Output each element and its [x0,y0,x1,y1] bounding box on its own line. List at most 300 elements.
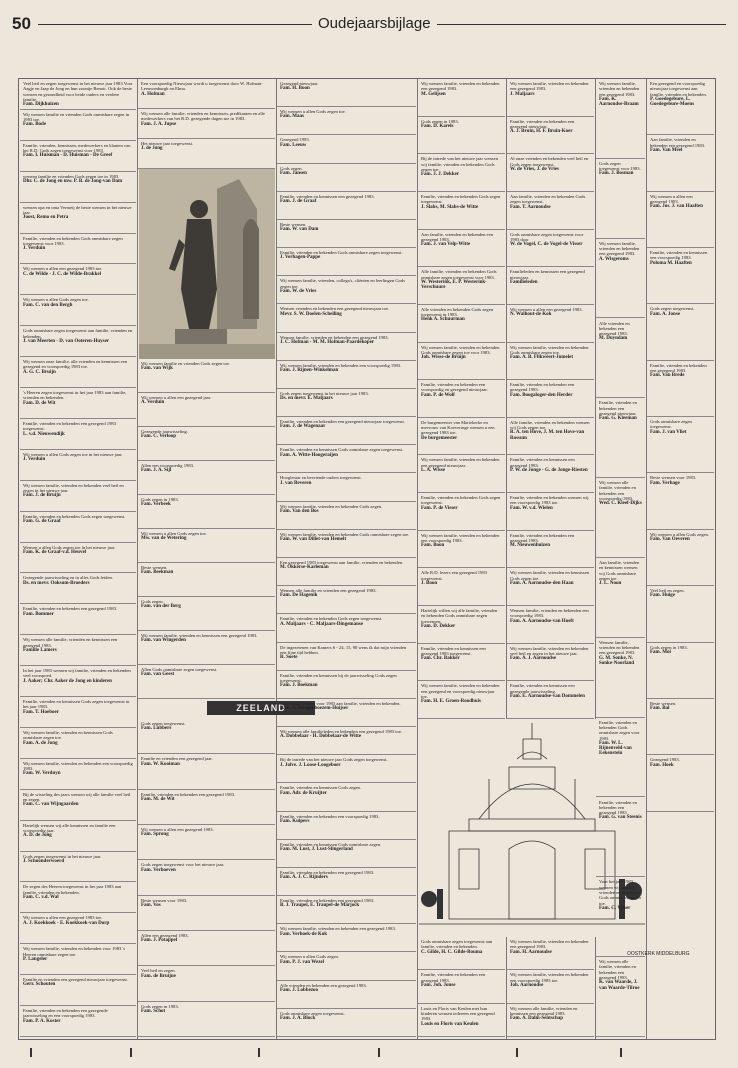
ad-name: Fam. Jos. J. van Haaften [650,204,703,210]
ad-name: Fam. Verhage [650,480,680,486]
greeting-ad [20,604,136,635]
ad-name: Fam. D. de Wit [23,400,56,406]
ad-text: Wij wensen alle familie, vrienden en kennissen een gezegend 1983. [23,637,118,648]
greeting-ad [596,398,645,478]
ad-text: Gods zegen in 1983. [141,1003,179,1009]
ad-text: Gods zegen in 1983. [421,118,459,124]
ad-text: Familie, vrienden en bekenden een gezegend 1983. [23,606,118,612]
greeting-ad [596,239,645,319]
ad-name: Fam. P. de Visser [421,505,458,511]
ad-text: Wij wensen familie, vrienden en kennissen een gezegend 1983. [141,633,258,638]
ad-text: Familie, vrienden en bekenden een gezegend 1983. [510,532,575,544]
greeting-ad [507,937,594,970]
ad-name: Fam. H. E. Groen-Roodhuis [421,699,481,705]
ad-text: Familieleden en kennissen een gezegend nieuwjaar. [510,269,585,280]
ad-text: Wij wensen familie, vrienden en bekenden een voorspoedig 1983. [421,532,500,544]
greeting-ad [277,79,416,107]
ad-name: Fam. T. Aarnoudse [510,204,551,210]
greeting-ad [277,840,416,868]
ad-name: Joost, Remo en Petra [23,215,69,221]
greeting-ad [138,1002,275,1037]
ad-text: Familie, vrienden en bekenden Gods zegen toegewenst. [421,193,501,205]
ad-text: Familie, vrienden en bekenden een voorspoedig 1983. [280,813,380,819]
ad-text: Wij wensen familie, vrienden en bekenden voor 1983 's Heeren onmisbare zegen toe. [23,946,126,957]
greeting-ad [20,357,136,388]
ad-text: Gods zegen in 1983. [141,497,179,502]
ad-text: De ingezetenen van Kamers 6 - 24, 15, 90 wens ik dat mijn vrienden een fijne tijd hebben. [280,644,407,655]
greeting-ad [647,586,714,642]
greeting-ad [507,117,594,155]
greeting-ad [20,543,136,574]
ad-name: Fam. Beekman [141,570,174,576]
tick-mark [30,1048,32,1057]
ad-text: De zegen des Heeren toegewenst in het jaar 1983 aan familie, vrienden en bekenden. [23,884,122,895]
greeting-ad [138,393,275,427]
ad-text: Wij wensen u allen een gezegend 1983. [650,193,693,204]
greeting-ad [20,419,136,450]
ad-text: wensen familie en vrienden Gods zegen toe in 1983. [23,173,120,179]
ad-text: Familie, vrienden en bekenden een gezegend nieuwjaar. [599,400,637,416]
ad-text: Beste wensen. [141,565,168,570]
greeting-ad [138,79,275,109]
greeting-ad [647,361,714,417]
ad-name: P. W. de Jonge - G. de Jonge-Riesten [510,468,588,474]
ad-name: Fam. Kuipers [280,818,310,824]
ad-text: Wij wensen familie, vrienden en bekenden veel heil en zegen in het nieuwe jaar. [23,482,124,494]
greeting-ad [138,665,275,699]
greeting-ad [418,79,505,117]
greeting-ad [20,790,136,821]
ad-text: Wij wensen u allen een gezegend 1983 toe. [23,915,103,921]
ad-name: Poloma M. Haaften [650,260,692,266]
ad-text: Familie, vrienden en kennissen Gods zegen toegewenst in het jaar 1983. [23,699,130,710]
greeting-ad [20,172,136,203]
ad-text: Wij wensen familie, vrienden en kennissen Gods zegen toe. [510,570,589,581]
ad-name: Fam. J. A. Jupse [141,121,177,127]
ad-name: W. de Vries, J. de Vries [510,166,559,172]
ad-name: Fam. J. J. Dekker [421,172,460,178]
ad-name: J. C. Hofman - M. M. Hofman-Paardekoper [280,339,375,345]
greeting-ad [138,109,275,139]
greeting-ad [507,380,594,418]
ad-text: Wensen familie, vrienden en bekenden een gezegend 1983. [280,334,389,340]
ad-name: Fam. K. de Graaf-v.d. Heuvel [23,549,87,555]
greeting-ad [596,877,645,957]
ad-name: J. van Beveren [280,480,312,486]
greeting-ad [418,531,505,569]
greeting-ad [647,473,714,529]
greeting-ad [418,267,505,305]
ad-name: Fam. Boogaloger-den Herder [510,392,573,398]
greeting-ad [20,141,136,172]
ad-name: Fam. M. Lust, J. Lust-Slingerland [280,847,353,853]
greeting-ad [507,644,594,682]
ad-text: Alle vrienden en bekenden Gods zegen toegewenst in 1983. [421,306,494,318]
statue-photo [139,169,275,359]
greeting-ad [138,139,275,169]
greeting-ad [20,203,136,234]
ad-text: Familie, vrienden en kennissen een gezegend 1983 toegewenst. [421,645,486,656]
ad-name: C. de Wilde - J. C. de Wilde-Brakkel [23,271,101,277]
page-number: 50 [12,14,31,33]
greeting-ad [647,248,714,304]
ad-text: Gods zegen in 1983. [650,644,688,650]
greeting-ad [507,154,594,192]
ad-name: Fam. A. Jonse [650,311,680,317]
ad-text: Bij de intrede van het nieuwe jaar Gods zegen toegewenst. [280,757,388,763]
ad-name: Fam. D. Dekker [421,623,456,629]
greeting-ad [138,495,275,529]
ad-name: C. Gilde, H. C. Gilde-Bouma [421,949,483,955]
ad-text: Een voorspoedig Nieuwjaar wordt u toegewenst door W. Hofman-Leeuwenburgh en Elma. [141,81,263,92]
ad-text: Alle familie, vrienden en bekenden Gods onmisbare zegen toegewenst voor 1983. [421,269,497,280]
ad-text: 's Heeren zegen toegewenst in het jaar 1983 aan familie, vrienden en bekenden. [23,390,127,401]
ad-text: Wij wensen alle familie, vrienden en bekenden een gezegend 1983. [599,959,636,981]
greeting-ad [596,478,645,558]
greeting-ad [647,192,714,248]
greeting-ad [20,573,136,604]
greeting-ad [277,192,416,220]
ad-text: Familie, vrienden en kennissen bij de jaarwisseling Gods zegen toegewenst. [280,672,397,683]
ad-name: Fam. Bal [650,706,670,712]
greeting-ad [277,333,416,361]
greeting-ad [596,79,645,159]
greeting-ad [647,699,714,755]
ad-text: Veel heil en zegen toegewenst in het nieuwe jaar 1983 Voor Aagje en Jaap de Jong en hun zoontje Benoit. Ook de beste wensen en gezondheid voor beide ouders en verdere familie. [23,81,133,102]
tick-mark [130,1048,132,1057]
ad-text: Wensen familie, vrienden en bekenden een voorspoedig 1983. [510,608,589,619]
greeting-ad [647,135,714,191]
greeting-ad [20,759,136,790]
ad-text: Gods onmisbare zegen toegewenst voor 1983 door [510,231,584,242]
ad-text: Aan familie, vrienden en bekenden Gods zegen toegewenst. [510,193,586,205]
greeting-ad [418,230,505,268]
ad-name: J. Jolve. J. Loose-Loogeboer [280,762,341,768]
greeting-ad [647,79,714,135]
ad-text: Familie, vrienden en bekenden een gezegend 1983. [510,382,575,393]
ad-name: A. Verduin [141,400,165,406]
greeting-ad [418,1004,505,1037]
ad-name: J. L. Noon [599,581,622,587]
ad-text: Familie, vrienden en kennissen een gezegend 1983. [510,457,575,468]
ad-text: Familie, vrienden en bekenden een gezegend 1983 toegewenst. [23,420,116,432]
greeting-ad [277,276,416,304]
ad-text: wensen opa en oma Vermeij de beste wensen in het nieuwe jaar. [23,204,132,215]
greeting-ad [418,305,505,343]
ad-name: Fam. De Hagenik [280,593,318,599]
ad-text: Familie, vrienden, kennissen, medewerkers en klanten van het R.D. Gods zegen toegewenst voor 1983 [23,142,131,154]
greeting-ad [138,529,275,563]
greeting-ad [20,944,136,975]
greeting-ad [507,1004,594,1037]
greeting-ad [138,754,275,789]
ad-text: Een gezegend en voorspoedig nieuwjaar toegewenst aan familie, vrienden en bekenden. [650,81,707,97]
ad-name: Fam. A. de Jong [23,740,58,746]
greeting-ad [20,852,136,883]
ad-name: B. J. Traupel, E. Traupel-de Marjock [280,903,360,909]
ad-name: Fam. C. van Wijngaarden [23,802,79,808]
greeting-ad [418,418,505,456]
greeting-ad [596,798,645,878]
page-header [12,14,726,36]
greeting-ad [277,417,416,445]
ad-name: J. de Jong [141,146,163,152]
ad-text: Wij wensen u allen een gezegend 1983. [141,827,214,832]
ad-name: J. Verhagen-Pappe [280,255,321,261]
ad-text: Familie, vrienden en bekenden Gods zegen toegewenst. [421,495,501,506]
ad-name: M. Gelijsen [421,91,446,97]
ad-name: Fam. Verhoeven [141,867,176,873]
greeting-ad [138,359,275,393]
page-title: Oudejaarsbijlage [312,15,437,32]
ad-name: Fam. D. Karels [421,123,454,129]
ad-text: Aan familie, vrienden en kennissen wensen wij Gods onmisbare zegen toe. [599,560,640,581]
ad-name: Ds. en mevr. Ooksum-Broeders [23,580,90,586]
ad-name: Fam. P. de Wolf [421,392,455,398]
ad-text: Allen Gods onmisbare zegen toegewenst. [141,667,218,672]
ad-text: Wij wensen alle familie, vrienden en bekenden een voorspoedig 1983. [599,480,636,502]
ad-name: Fam. Joh. Jonse [421,982,456,988]
ad-text: Bij de wisseling des jaars wensen wij alle familie veel heil en zegen. [23,791,131,803]
ad-name: Fam. Van Oeveren [650,537,690,543]
tick-mark [620,1048,622,1057]
greeting-ad [138,563,275,597]
greeting-ad [20,821,136,852]
ad-text: Gods zegen toegewenst voor 1983. [599,160,641,172]
greeting-ad [277,220,416,248]
ad-text: Alle familie, vrienden en bekenden wensen wij Gods zegen toe. [510,419,590,431]
ad-text: Wij wensen familie en vrienden Gods zegen toe. [141,361,231,366]
greeting-ad [277,614,416,642]
ad-text: Gods onmisbare zegen toegewenst aan familie, vrienden en bekenden. [23,328,133,339]
ad-name: Fam. Verhoek-de Kok [280,931,328,937]
ad-name: Fam. P. J. van Wezel [280,959,325,965]
ad-name: J. Slabs, M. Slabs-de Witte [421,204,479,210]
greeting-ad [277,952,416,980]
ads-grid [18,78,716,1040]
ad-text: Familie, vrienden en bekenden een gezegende jaarwisseling en een voorspoedig 1983. [23,1008,108,1019]
ad-text: Aan familie, vrienden en bekenden een gezegend 1983. [421,231,493,242]
ad-name: Fam. J. Boekman [280,683,318,689]
ad-name: Familieleden [510,279,538,285]
ad-text: Wij wensen u allen een gezegend 1983 toe. [23,266,103,272]
ad-text: Familie, vrienden en bekenden een gezegend nieuwjaar. [510,118,575,129]
greeting-ad [507,305,594,343]
ad-name: A. J. Bruin, H. F. Bruin-Koer [510,129,573,135]
ad-name: Fam. H. Boon [280,86,310,92]
ad-name: Familie Lamers [23,647,57,653]
greeting-ad [277,671,416,699]
greeting-ad [277,361,416,389]
ad-text: Wij wensen familie, vrienden en bekenden Gods onmisbare zegen toe. [280,531,410,537]
greeting-ad [20,512,136,543]
greeting-ad [418,606,505,644]
greeting-ad [138,825,275,860]
ad-text: Wensen familie, vrienden en bekenden een gezegend 1983. [599,639,640,656]
ad-text: Allen een voorspoedig 1983. [141,463,195,468]
ad-text: Familie, vrienden en kennissen een gezegend 1983. [280,193,375,199]
greeting-ad [138,597,275,631]
greeting-ad [277,812,416,840]
greeting-ad [20,264,136,295]
ad-name: Fam. Van Meel [650,147,683,153]
ad-text: Wij wensen familie en vrienden Gods onmisbare zegen in 1983 toe. [23,111,130,123]
ad-name: A. Hofman [141,91,165,97]
greeting-ad [20,635,136,666]
ad-text: Beste wensen. [650,700,677,706]
greeting-ad [20,882,136,913]
greeting-ad [20,110,136,141]
ad-text: Gezegende jaarwisseling. [141,429,188,434]
ad-text: Gods zegen. [280,165,303,171]
ad-name: J. Verduin [23,246,46,252]
ad-name: Fam. J. de Wagenaar [280,424,326,430]
ad-text: Gods zegen toegewenst in het nieuwe jaar. [23,853,102,859]
ad-text: Familie, vrienden en bekenden een gezegend 1983. [280,869,375,875]
ad-text: Wensen vrienden en bekenden een gezegend nieuwjaar toe. [280,306,390,312]
ad-name: Fam. A. J. Aarnoudse [510,656,557,662]
ad-text: Familie en vrienden een gezegend nieuwjaar toegewenst. [23,977,128,983]
ad-name: Fam. C. van den Bergh [23,302,73,308]
ad-text: Gezegend 1983. [650,757,680,763]
ad-text: Wij wensen familie, vrienden en bekenden een gezegend 1983. [421,81,500,92]
ad-name: Fam. E. Aarnoudse-van Dommelen [510,693,585,699]
ad-text: Wij wensen familie, vrienden en bekenden een voorspoedig 1983. [23,760,133,772]
ad-text: Gods onmisbare zegen toegewenst. [280,1010,345,1016]
ad-text: Wij wensen onze familie, alle vrienden en kennissen een gezegend en voorspoedig 1983 toe. [23,359,128,370]
greeting-ad [277,924,416,952]
greeting-ad [138,896,275,931]
ad-name: Fam. W. van Dam [280,227,319,233]
ad-text: Gods zegen toegewenst in het nieuwe jaar 1983. [280,390,369,396]
ad-text: Wij wensen familie, vrienden en bekenden veel heil en zegen in het nieuwe jaar. [510,645,589,656]
ad-text: Bij de intrede van het nieuwe jaar wensen wij familie, vrienden en bekenden Gods zegen toe. [421,156,498,172]
greeting-ad [418,343,505,381]
ad-text: Beste wensen voor 1983. [141,897,188,903]
ad-name: Fam. G. van Steenis [599,815,642,821]
ad-name: Fam. J. A. Sijl [141,468,172,474]
ad-name: W. de Vogel, C. de Vogel-de Visser [510,242,583,248]
ad-name: Fam. Bommer [23,611,54,617]
ad-text: Wij wensen familie, vrienden en bekenden een voorspoedig 1983 toe. [510,972,589,983]
ad-text: Familie, vrienden en kennissen een voorspoedig 1983. [650,250,708,261]
greeting-ad [277,755,416,783]
ad-text: In het jaar 1983 wensen wij familie, vrienden en bekenden veel voorspoed. [23,668,131,679]
greeting-ad [507,681,594,719]
ad-text: Alle R.D. lezers een gezegend 1983 toegewenst. [421,570,487,581]
ad-name: Fam. A. B. Flikweert-Jumelet [510,355,574,361]
ad-text: Wij wensen u allen een gezegend jaar. [141,395,212,400]
greeting-ad [277,896,416,924]
greeting-ad [138,631,275,665]
greeting-ad [647,755,714,811]
ad-name: Fam. Bode [23,122,47,128]
ad-name: De burgemeester [421,435,458,441]
ad-name: Fam. I. Huisman - D. Huisman - De Greef [23,153,113,159]
ad-name: Fam. G. Kleeman [599,416,637,422]
ad-name: Fam. van der Berg [141,604,181,610]
ad-text: De burgemeester van Mariekerke en mevrouw van Koeveringe wensen u een gezegend 1983 toe. [421,419,495,436]
ad-text: Familie, vrienden en bekenden Gods onmisbare zegen toegewenst. [280,250,403,256]
greeting-ad [277,699,416,727]
greeting-ad [20,326,136,357]
ad-name: Louis en Floris van Keulen [421,1021,479,1027]
ad-text: Aan familie, vrienden en bekenden een gezegend 1983. [650,137,706,148]
ad-name: A. G. C. Bruijn [23,369,56,375]
ad-name: Fam. Verbeek [141,502,171,508]
ad-text: Wij wensen familie, vrienden en bekenden een gezegend 1983. [510,81,589,92]
ad-text: Beste wensen. [280,221,307,227]
greeting-ad [138,931,275,966]
greeting-ad [138,719,275,754]
greeting-ad [507,493,594,531]
ad-name: K. van Waarde, J. van Waarde-Tilroe [599,980,640,991]
greeting-ad [418,455,505,493]
ad-text: Gods onmisbare zegen toegewenst. [650,419,692,430]
greeting-ad [20,697,136,728]
greeting-ad [507,970,594,1003]
ad-name: A. Dobbelaar - H. Dobbelaar-de Witte [280,734,362,740]
ad-name: A. Wisgeroms [599,256,629,262]
ad-text: Familie, vrienden en bekenden Gods zegen toegewenst. [280,616,383,622]
greeting-ad [418,568,505,606]
ad-name: Joh. Wisse-de Bruijn [421,355,466,361]
greeting-ad [418,644,505,682]
greeting-ad [418,192,505,230]
ad-text: Hartelijk willen wij alle familie, vrienden en bekenden Gods onmisbare zegen toewensen. [421,608,498,624]
ad-text: Wij wensen familie, vrienden en bekenden een voorspoedig 1983. [280,362,402,368]
section-label-zeeland: ZEELAND [207,701,315,715]
ad-name: Fam. J. van Vliet [650,429,687,435]
ad-name: Fam. de Bruijne [141,973,176,979]
ad-text: Familie, vrienden en bekenden een gezegend 1983. [421,972,486,983]
ad-text: Beste wensen voor 1983. [650,475,697,481]
greeting-ad [20,913,136,944]
greeting-ad [277,643,416,671]
greeting-ad [138,461,275,495]
ad-text: Wij wensen familie, vrienden en bekenden Gods zegen. [280,503,383,509]
ad-name: P. Langeler [23,956,48,962]
ad-name: Henk A. Schuurman [421,317,465,323]
greeting-ad [596,638,645,718]
ad-name: Fam. A. J. C. Rijnders [280,875,328,881]
ad-text: Wij wensen familie, vrienden, collega's, cliënten en leerlingen Gods zegen toe. [280,278,406,289]
ad-text: Wij wensen u allen Gods zegen toe in het nieuwe jaar. [23,451,123,457]
ad-name: Fam. J. van Velp-Witte [421,242,471,248]
ad-name: Gerr. Schouten [23,982,56,988]
ad-text: Wij wensen u allen een gezegend 1983. [510,306,583,312]
ad-name: Fam. Chr. Bakker [421,656,460,662]
ad-text: Wij wensen alle familie, vrienden en kennissen een gezegend 1983. [510,1005,578,1016]
ad-name: Fam. A. Aarnoudse-van Hoeft [510,618,574,624]
greeting-ad [507,343,594,381]
greeting-ad [277,783,416,811]
ad-name: Fam. W. v.d. Wielen [510,505,553,511]
ad-text: Familie, vrienden en bekenden Gods onmisbare zegen voor 1983. [599,719,640,741]
greeting-ad [418,493,505,531]
ad-name: Fam. van Geest [141,672,175,678]
greeting-ad [277,389,416,417]
greeting-ad [277,868,416,896]
ad-name: Fam. Mol [650,649,671,655]
ad-text: Wij wensen u allen Gods zegen toe. [23,297,89,303]
greeting-ad [418,154,505,192]
greeting-ad [647,417,714,473]
ad-text: Familie, vrienden en bekenden een gezegend 1983. [599,799,637,816]
ad-name: Fam. J. de Graaf [280,199,317,204]
ad-text: Voor het jaar 1983 wensen wij familie, vrienden en kennissen Gods onmisbare zegen toe. [599,879,641,906]
ad-text: Wij wensen familie, vrienden en bekenden een gezegend 1983. [599,81,640,97]
